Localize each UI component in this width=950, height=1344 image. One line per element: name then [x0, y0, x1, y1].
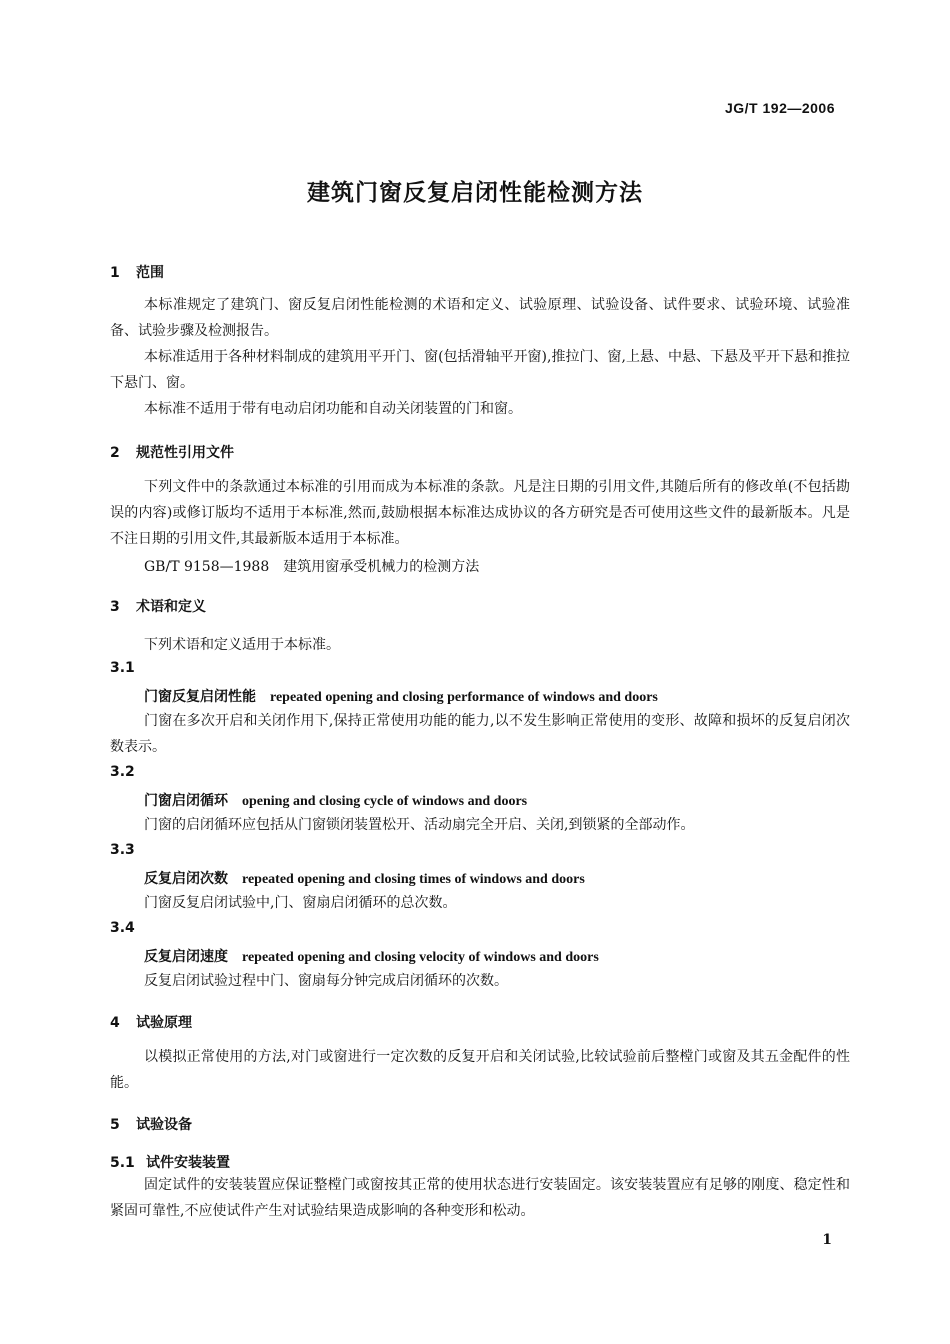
subsection-number: 5.1 [110, 1155, 135, 1171]
normative-reference: GB/T 9158—1988 建筑用窗承受机械力的检测方法 [144, 559, 480, 575]
term-english: opening and closing cycle of windows and doors [242, 794, 528, 809]
term-3-1-definition: 门窗在多次开启和关闭作用下,保持正常使用功能的能力,以不发生影响正常使用的变形、故障和损坏的反复启闭次数表示。 [110, 713, 850, 755]
section-title: 规范性引用文件 [136, 445, 234, 461]
section-title: 试验设备 [136, 1117, 192, 1133]
page-number: 1 [822, 1232, 832, 1248]
page-title: 建筑门窗反复启闭性能检测方法 [307, 180, 643, 206]
term-3-3-definition: 门窗反复启闭试验中,门、窗扇启闭循环的总次数。 [144, 895, 457, 911]
section-1-paragraph-2: 本标准适用于各种材料制成的建筑用平开门、窗(包括滑轴平开窗),推拉门、窗,上悬、中悬、下悬及平开下悬和推拉下悬门、窗。 [110, 349, 850, 391]
term-english: repeated opening and closing times of windows and doors [242, 872, 585, 887]
section-1-heading [110, 262, 164, 282]
section-number: 2 [110, 445, 120, 461]
section-title: 术语和定义 [136, 599, 206, 615]
section-1-paragraph-1: 本标准规定了建筑门、窗反复启闭性能检测的术语和定义、试验原理、试验设备、试件要求、试验环境、试验准备、试验步骤及检测报告。 [110, 297, 850, 339]
section-5-heading [110, 1114, 192, 1134]
section-4-heading [110, 1012, 192, 1032]
term-3-2-number: 3.2 [110, 764, 135, 780]
term-3-1-number: 3.1 [110, 660, 135, 676]
term-3-4-name [144, 946, 599, 966]
term-chinese: 反复启闭速度 [144, 949, 228, 965]
section-number: 4 [110, 1015, 120, 1031]
standard-number: JG/T 192—2006 [724, 100, 835, 116]
subsection-5-1-paragraph: 固定试件的安装装置应保证整樘门或窗按其正常的使用状态进行安装固定。该安装装置应有足够的刚度、稳定性和紧固可靠性,不应使试件产生对试验结果造成影响的各种变形和松动。 [110, 1177, 850, 1219]
term-3-2-name [144, 790, 527, 810]
term-chinese: 门窗反复启闭性能 [144, 689, 256, 705]
section-3-intro: 下列术语和定义适用于本标准。 [144, 637, 340, 653]
term-english: repeated opening and closing performance of windows and doors [270, 690, 658, 705]
subsection-title: 试件安装装置 [146, 1155, 230, 1171]
section-2-paragraph-1: 下列文件中的条款通过本标准的引用而成为本标准的条款。凡是注日期的引用文件,其随后所有的修改单(不包括勘误的内容)或修订版均不适用于本标准,然而,鼓励根据本标准达成协议的各方研究是否可使用这些文件的最新版本。凡是不注日期的引用文件,其最新版本适用于本标准。 [110, 479, 850, 547]
term-3-3-number: 3.3 [110, 842, 135, 858]
section-number: 5 [110, 1117, 120, 1133]
section-title: 范围 [136, 265, 164, 281]
subsection-5-1-heading [110, 1152, 230, 1172]
section-number: 1 [110, 265, 120, 281]
term-3-2-definition: 门窗的启闭循环应包括从门窗锁闭装置松开、活动扇完全开启、关闭,到锁紧的全部动作。 [144, 817, 695, 833]
section-2-heading [110, 442, 234, 462]
term-3-4-definition: 反复启闭试验过程中门、窗扇每分钟完成启闭循环的次数。 [144, 973, 508, 989]
section-3-heading [110, 596, 206, 616]
term-chinese: 反复启闭次数 [144, 871, 228, 887]
term-3-3-name [144, 868, 585, 888]
section-4-paragraph-1: 以模拟正常使用的方法,对门或窗进行一定次数的反复开启和关闭试验,比较试验前后整樘门或窗及其五金配件的性能。 [110, 1049, 850, 1091]
section-title: 试验原理 [136, 1015, 192, 1031]
term-3-4-number: 3.4 [110, 920, 135, 936]
term-3-1-name [144, 686, 658, 706]
section-number: 3 [110, 599, 120, 615]
term-chinese: 门窗启闭循环 [144, 793, 228, 809]
section-1-paragraph-3: 本标准不适用于带有电动启闭功能和自动关闭装置的门和窗。 [144, 401, 522, 417]
term-english: repeated opening and closing velocity of windows and doors [242, 950, 599, 965]
